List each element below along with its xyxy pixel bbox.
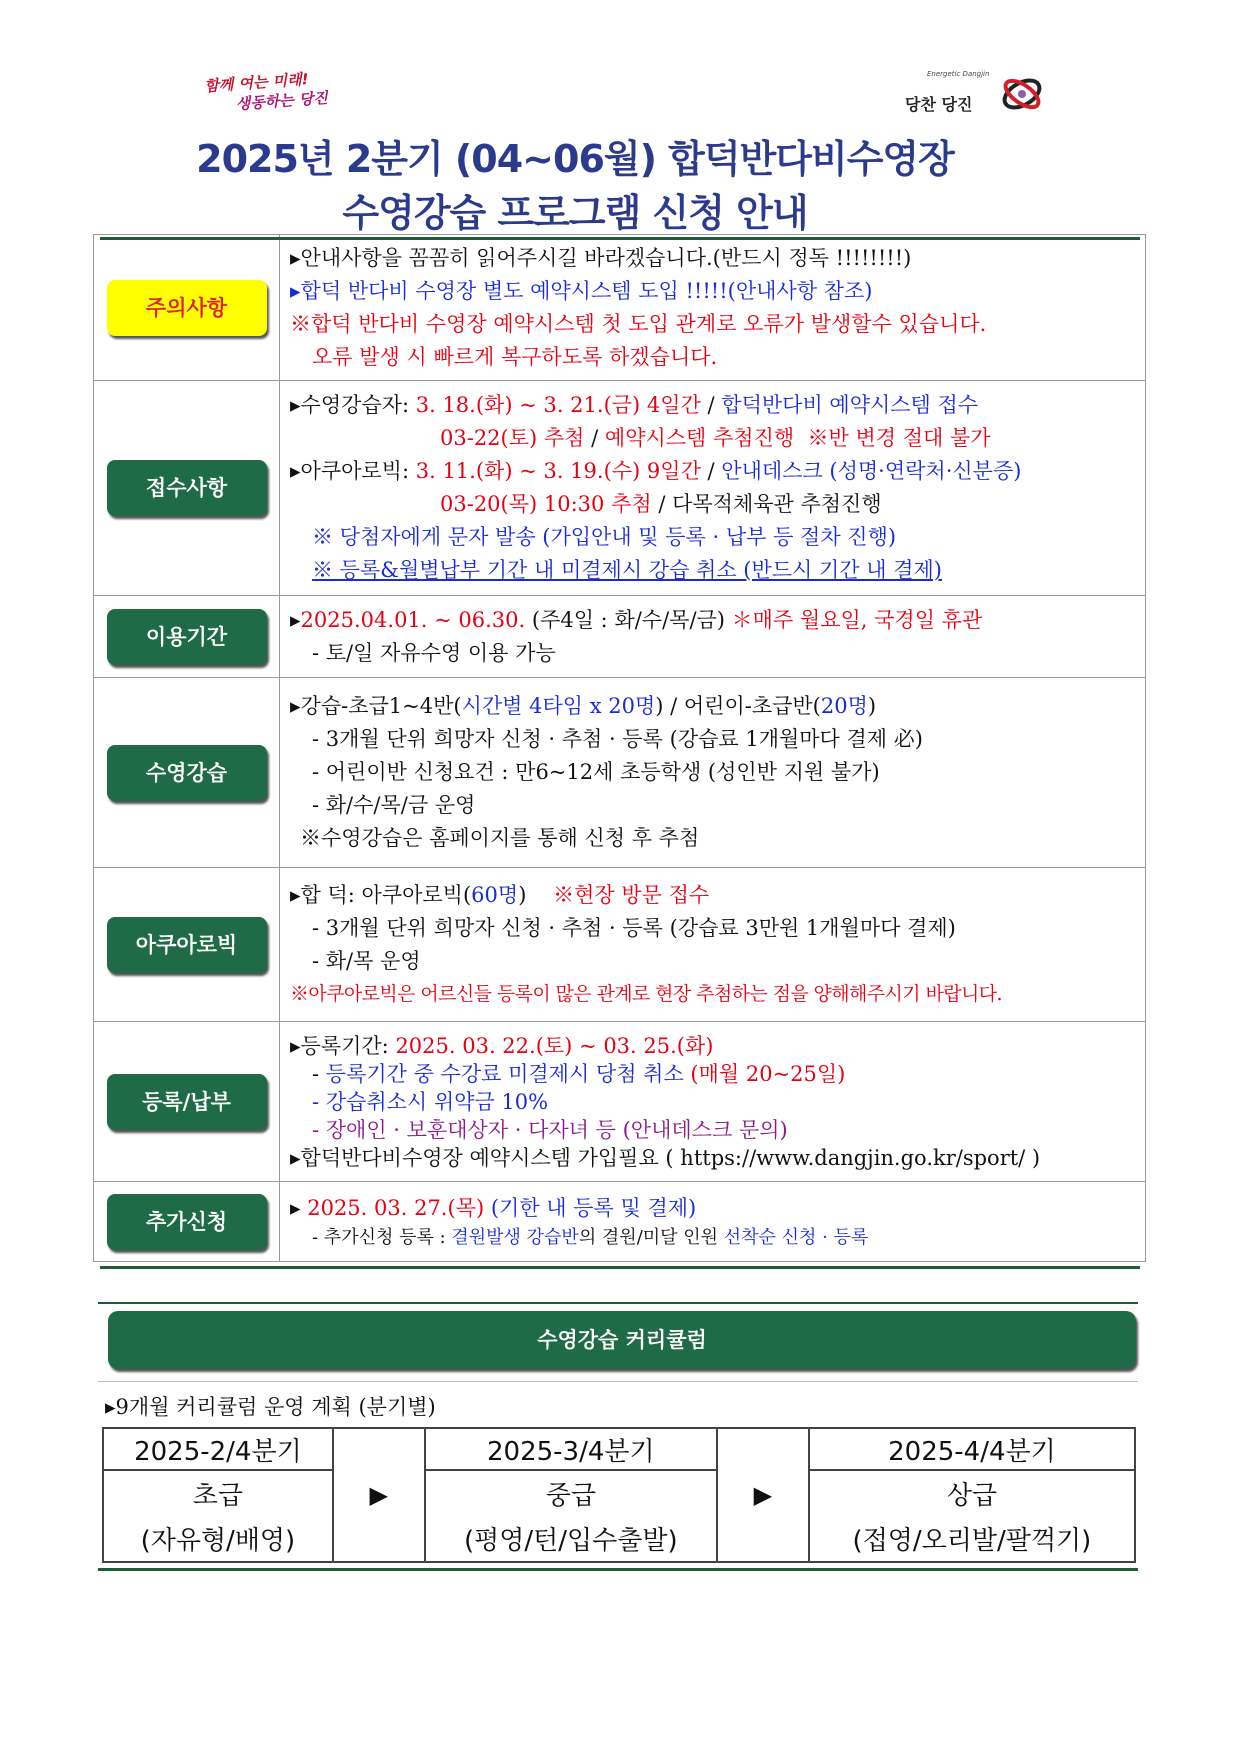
stage-detail: (자유형/배영) [103,1515,333,1562]
aqua-badge: 아쿠아로빅 [107,917,267,973]
swim-reception-line: ▸수영강습자: 3. 18.(화) ~ 3. 21.(금) 4일간 / 합덕반다비 예약시스템 접수 [290,393,979,417]
payment-badge: 등록/납부 [107,1074,267,1130]
swim-line: ※수영강습은 홈페이지를 통해 신청 후 추첨 [300,826,700,850]
stage-detail: (접영/오리발/팔꺽기) [809,1515,1135,1562]
aqua-row [94,868,1146,1022]
notice-badge: 주의사항 [107,280,267,336]
logo-name: 당찬 당진 [905,95,973,114]
aqua-line: - 화/목 운영 [312,948,421,973]
swim-draw-line: 03-22(토) 추첨 / 예약시스템 추첨진행 ※반 변경 절대 불가 [440,426,991,450]
payment-link-line: ▸합덕반다비수영장 예약시스템 가입필요 ( https://www.dangjin.go.kr/sport/ ) [290,1145,1041,1170]
notice-line: ※합덕 반다비 수영장 예약시스템 첫 도입 관계로 오류가 발생할수 있습니다. [290,311,987,336]
reception-note: ※ 등록&월별납부 기간 내 미결제시 강습 취소 (반드시 기간 내 결제) [312,558,942,582]
notice-row [94,235,1146,381]
payment-line: - 강습취소시 위약금 10% [312,1089,549,1114]
payment-line: - 등록기간 중 수강료 미결제시 당첨 취소 (매월 20~25일) [312,1061,846,1086]
stage-period: 2025-3/4분기 [425,1428,717,1470]
slogan-line2: 생동하는 당진 [235,88,329,114]
page-title-line2: 수영강습 프로그램 신청 안내 [342,191,808,235]
reception-row [94,381,1146,596]
stage-level: 상급 [809,1470,1135,1515]
table-bottom-rule [100,1266,1140,1269]
slogan-line1: 함께 여는 미래! [203,70,310,96]
swim-line: - 화/수/목/금 운영 [312,793,476,817]
curriculum-table [102,1427,1136,1563]
slogan [204,68,329,116]
arrow-icon: ▶ [333,1428,425,1562]
table-top-rule [100,237,1140,240]
aqua-draw-line: 03-20(목) 10:30 추첨 / 다목적체육관 추첨진행 [440,492,882,516]
swim-class-line: ▸강습-초급1~4반(시간별 4타임 x 20명) / 어린이-초급반(20명) [290,694,877,718]
info-table [93,234,1146,1262]
aqua-line: - 3개월 단위 희망자 신청 · 추첨 · 등록 (강습료 3만원 1개월마다 결제) [312,915,956,940]
payment-line: ▸등록기간: 2025. 03. 22.(토) ~ 03. 25.(화) [290,1033,714,1058]
page-title-line1: 2025년 2분기 (04~06월) 합덕반다비수영장 [196,137,954,181]
extra-line: - 추가신청 등록 : 결원발생 강습반의 결원/미달 인원 선착순 신청 · 등록 [312,1227,869,1248]
swim-row [94,678,1146,868]
payment-line: - 장애인 · 보훈대상자 · 다자녀 등 (안내데스크 문의) [312,1117,788,1142]
notice-line: 오류 발생 시 빠르게 복구하도록 하겠습니다. [312,344,718,369]
period-row [94,596,1146,678]
curriculum-divider [98,1381,1138,1382]
reception-note: ※ 당첨자에게 문자 발송 (가입안내 및 등록 · 납부 등 절차 진행) [312,525,897,549]
dangjin-logo [905,70,1045,120]
stage-period: 2025-2/4분기 [103,1428,333,1470]
payment-row [94,1022,1146,1182]
swim-line: - 3개월 단위 희망자 신청 · 추첨 · 등록 (강습료 1개월마다 결제 必) [312,727,923,751]
swim-badge: 수영강습 [107,745,267,801]
curriculum-plan: ▸9개월 커리큘럼 운영 계획 (분기별) [105,1395,436,1419]
period-line: ▸2025.04.01. ~ 06.30. (주4일 : 화/수/목/금) ＊매주 월요일, 국경일 휴관 [290,607,983,632]
curriculum-title: 수영강습 커리큘럼 [108,1311,1136,1369]
swim-line: - 어린이반 신청요건 : 만6~12세 초등학생 (성인반 지원 불가) [312,760,880,784]
reception-badge: 접수사항 [107,460,267,516]
arrow-icon: ▶ [717,1428,809,1562]
extra-badge: 추가신청 [107,1194,267,1250]
dangjin-emblem-icon [1000,72,1044,116]
notice-line: ▸합덕 반다비 수영장 별도 예약시스템 도입 !!!!!(안내사항 참조) [290,278,873,303]
logo-tagline: Energetic Dangjin [927,70,990,78]
stage-level: 초급 [103,1470,333,1515]
stage-level: 중급 [425,1470,717,1515]
period-badge: 이용기간 [107,609,267,665]
curriculum-top-rule [98,1302,1138,1304]
aqua-reception-line: ▸아쿠아로빅: 3. 11.(화) ~ 3. 19.(수) 9일간 / 안내데스크 (성명·연락처·신분증) [290,459,1022,483]
stage-period: 2025-4/4분기 [809,1428,1135,1470]
extra-line: ▸ 2025. 03. 27.(목) (기한 내 등록 및 결제) [290,1196,697,1220]
weekend-line: - 토/일 자유수영 이용 가능 [312,640,556,665]
extra-row [94,1182,1146,1262]
notice-line: ▸안내사항을 꼼꼼히 읽어주시길 바라겠습니다.(반드시 정독 !!!!!!!!) [290,245,912,270]
curriculum-bottom-rule [98,1568,1138,1571]
stage-detail: (평영/턴/입수출발) [425,1515,717,1562]
aqua-line: ※아쿠아로빅은 어르신들 등록이 많은 관계로 현장 추첨하는 점을 양해해주시기 바랍니다. [290,982,1002,1005]
aqua-line: ▸합 덕: 아쿠아로빅(60명) ※현장 방문 접수 [290,882,710,907]
